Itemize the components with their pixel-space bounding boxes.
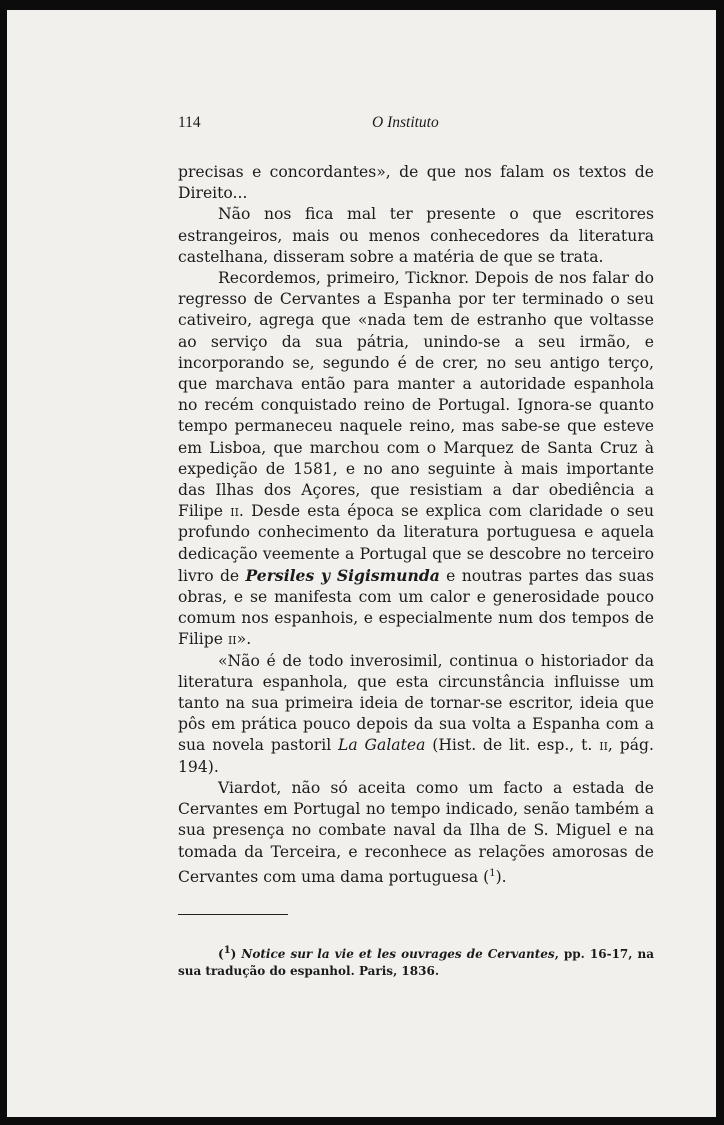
footnote-divider xyxy=(178,914,288,915)
paragraph-text: Viardot, não só aceita como um facto a estada de Cervantes em Portugal no tempo indicado, senão também a sua presença no combate naval da Ilha de S. Miguel e na tomada da Terceira, e reconhece as relações amorosas de Cervantes com uma dama portuguesa ( xyxy=(178,778,654,886)
paragraph xyxy=(178,162,654,204)
running-title: O Instituto xyxy=(372,114,439,131)
footnote-work-title: Notice sur la vie et les ouvrages de Cervantes xyxy=(241,947,555,961)
book-page xyxy=(7,10,716,1117)
paragraph xyxy=(178,268,654,651)
page-header xyxy=(178,114,654,138)
roman-numeral: ii xyxy=(599,736,608,755)
paragraph-text: (Hist. de lit. esp., t. xyxy=(425,736,600,755)
roman-numeral: ii xyxy=(227,630,237,649)
footnote-marker: ($^1$) xyxy=(218,945,237,961)
paragraph-text: ). xyxy=(495,867,507,886)
footnote-number: 1 xyxy=(223,945,231,956)
paragraph-text: precisas e concordantes», de que nos falam os textos de Direito... xyxy=(178,163,654,203)
paragraph-text: ». xyxy=(236,630,252,649)
paragraph-text: Recordemos, primeiro, Ticknor. Depois de nos falar do regresso de Cervantes a Espanha por ter terminado o seu cativeiro, agrega que «nada tem de estranho que voltasse ao serviço da sua pátria, unindo-se a seu irmão, e incorporando se, segundo é de crer, no seu antigo terço, que marchava então para manter a autoridade espanhola no recém conquistado reino de Portugal. Ignora-se quanto tempo permaneceu naquele reino, mas sabe-se que esteve em Lisboa, que marchou com o Marquez de Santa Cruz à expedição de 1581, e no ano seguinte à mais importante das Ilhas dos Açores, que resistiam a dar obediência a Filipe xyxy=(178,269,654,521)
work-title: Persiles y Sigismunda xyxy=(245,565,440,585)
paragraph xyxy=(178,778,654,888)
paragraph-text: Não nos fica mal ter presente o que escritores estrangeiros, mais ou menos conhecedores da literatura castelhana, disseram sobre a matéria de que se trata. xyxy=(178,205,654,266)
paragraph-text: . Desde esta época se explica com claridade o seu profundo conhecimento da literatura portuguesa e aquela dedicação veemente a Portugal que se descobre no terceiro livro de xyxy=(178,502,654,585)
paragraph xyxy=(178,651,654,778)
page-number: 114 xyxy=(178,114,201,131)
work-title: La Galatea xyxy=(338,736,426,755)
roman-numeral: ii xyxy=(230,502,239,521)
paragraph-text: e noutras partes das suas obras, e se manifesta com um calor e generosidade pouco comum nos espanhois, e especialmente num dos tempos de Filipe xyxy=(178,566,654,649)
body-text xyxy=(178,162,654,888)
footnote xyxy=(178,942,654,980)
paragraph xyxy=(178,204,654,268)
footnote-text: , pp. 16-17, na sua tradução do espanhol. Paris, 1836. xyxy=(178,947,655,978)
paragraph-text: «Não é de todo inverosimil, continua o historiador da literatura espanhola, que esta circunstância influisse um tanto na sua primeira ideia de tornar-se escritor, ideia que pôs em prática pouco depois da sua volta a Espanha com a sua novela pastoril xyxy=(178,651,654,755)
paragraph-text: , pág. 194). xyxy=(178,736,654,776)
footnote-reference: 1 xyxy=(489,867,496,879)
